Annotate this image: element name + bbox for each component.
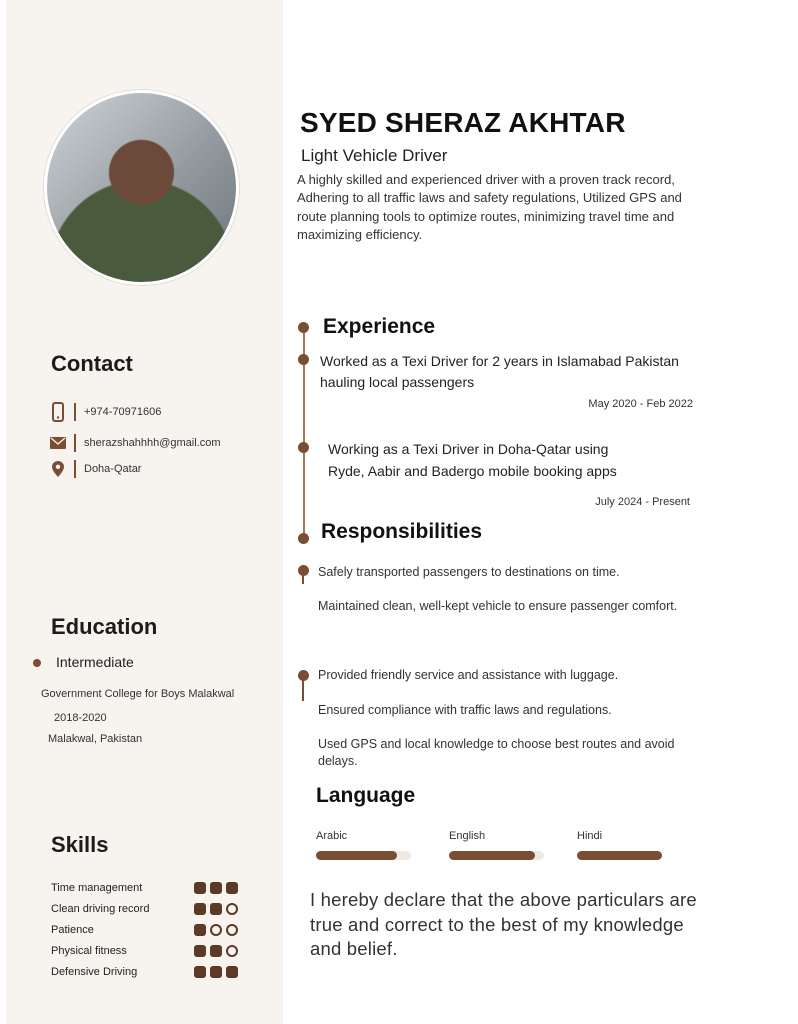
contact-separator [74,403,76,421]
rating-dot-filled [210,966,222,978]
rating-dot-filled [194,903,206,915]
email-address: sherazshahhhh@gmail.com [84,437,221,449]
language-bar-fill [316,851,397,860]
skill-row [51,921,251,939]
education-level: Intermediate [56,654,134,670]
phone-number: +974-70971606 [84,406,162,418]
education-heading: Education [51,614,158,639]
education-school: Government College for Boys Malakwal [41,688,235,700]
timeline-dot [298,354,309,365]
timeline-dot [298,533,309,544]
experience-item-2: Working as a Texi Driver in Doha-Qatar using Ryde, Aabir and Badergo mobile booking apps [328,441,617,479]
rating-dot-filled [194,966,206,978]
skill-label: Time management [51,882,143,894]
location: Doha-Qatar [84,463,142,475]
contact-email-row [48,432,221,454]
rating-dot-filled [210,945,222,957]
skill-label: Physical fitness [51,945,127,957]
contact-separator [74,460,76,478]
skill-rating [194,945,238,957]
skill-label: Patience [51,924,94,936]
responsibility-stem [302,572,304,584]
language-bar-english [449,851,544,860]
responsibility-stem [302,677,304,701]
education-place: Malakwal, Pakistan [48,733,143,745]
responsibility-item: Ensured compliance with traffic laws and regulations. [318,703,612,717]
rating-dot-filled [226,966,238,978]
education-years: 2018-2020 [54,712,107,724]
rating-dot-filled [194,924,206,936]
declaration: I hereby declare that the above particulars are true and correct to the best of my knowledge and belief. [310,889,697,959]
profile-photo [44,90,239,285]
timeline-dot [298,442,309,453]
profile-summary: A highly skilled and experienced driver with a proven track record, Adhering to all traffic laws and safety regulations, Utilized GPS and route planning tools to optimize routes, minimizing travel time and maximizing efficiency. [297,172,682,242]
language-label-hindi: Hindi [577,830,603,842]
rating-dot-filled [194,945,206,957]
job-title: Light Vehicle Driver [301,146,448,165]
rating-dot-filled [194,882,206,894]
language-bar-hindi [577,851,662,860]
rating-dot-filled [210,882,222,894]
skill-label: Defensive Driving [51,966,138,978]
responsibility-item: Safely transported passengers to destinations on time. [318,565,620,579]
experience-date-1: May 2020 - Feb 2022 [588,398,693,410]
contact-heading: Contact [51,351,133,376]
rating-dot-empty [226,945,238,957]
skill-rating [194,924,238,936]
skill-label: Clean driving record [51,903,150,915]
phone-icon [48,402,68,422]
skill-rating [194,966,238,978]
responsibility-item: Used GPS and local knowledge to choose best routes and avoid delays. [318,737,675,768]
language-bar-fill [577,851,662,860]
skills-heading: Skills [51,832,109,857]
language-label-english: English [449,830,486,842]
experience-date-2: July 2024 - Present [595,496,690,508]
experience-heading: Experience [323,315,436,338]
responsibility-item: Provided friendly service and assistance with luggage. [318,668,619,682]
skill-row [51,963,251,981]
contact-separator [74,434,76,452]
location-pin-icon [48,459,68,479]
skill-rating [194,882,238,894]
mail-icon [48,433,68,453]
rating-dot-empty [226,903,238,915]
contact-location-row [48,458,141,480]
skill-row [51,900,251,918]
responsibilities-heading: Responsibilities [321,520,483,543]
language-label-arabic: Arabic [316,830,348,842]
skill-rating [194,903,238,915]
language-bar-arabic [316,851,411,860]
contact-phone-row [48,401,161,423]
rating-dot-filled [210,903,222,915]
language-heading: Language [316,784,416,807]
skill-row [51,879,251,897]
rating-dot-empty [226,924,238,936]
skill-row [51,942,251,960]
timeline-dot [298,322,309,333]
candidate-name: SYED SHERAZ AKHTAR [300,107,626,138]
rating-dot-filled [226,882,238,894]
responsibility-item: Maintained clean, well-kept vehicle to ensure passenger comfort. [318,599,678,613]
language-bar-fill [449,851,535,860]
rating-dot-empty [210,924,222,936]
experience-item-1: Worked as a Texi Driver for 2 years in Islamabad Pakistan hauling local passengers [320,353,679,390]
education-bullet [33,659,41,667]
